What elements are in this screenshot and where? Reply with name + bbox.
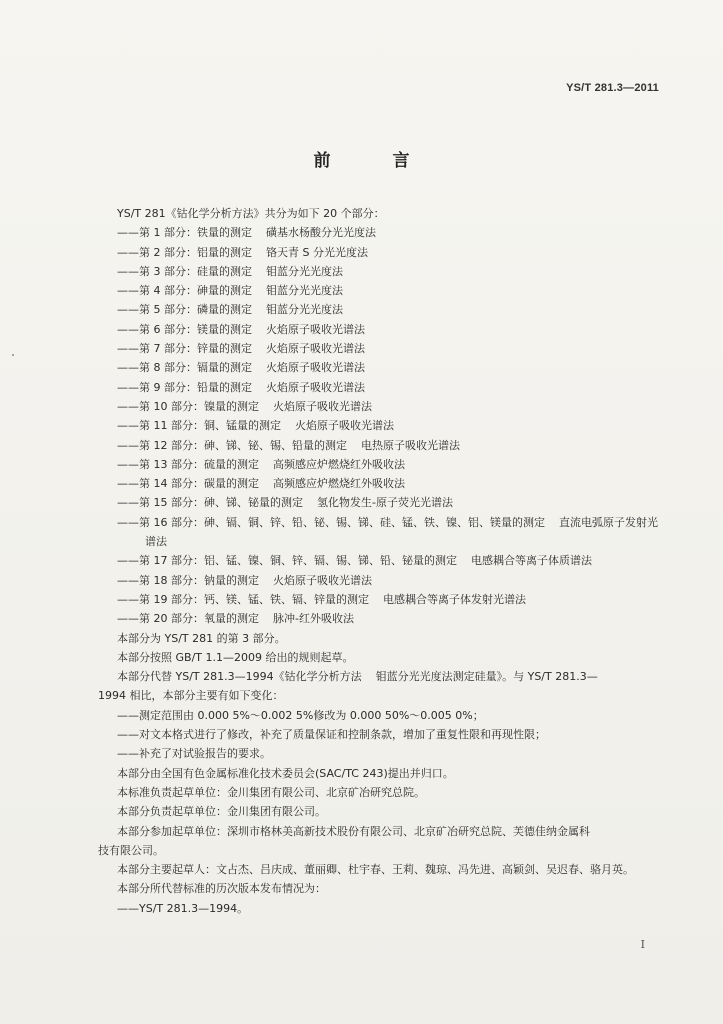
part-method: 火焰原子吸收光谱法: [266, 380, 365, 394]
part-method: 高频感应炉燃烧红外吸收法: [273, 457, 405, 471]
part-item: [117, 378, 667, 397]
part-item: [117, 513, 667, 532]
part-method: 铬天青 S 分光光度法: [266, 245, 368, 259]
statement-drafting-rule: 本部分按照 GB/T 1.1—2009 给出的规则起草。: [117, 650, 354, 664]
part-item: [117, 320, 667, 339]
change-item-2: ——对文本格式进行了修改，补充了质量保证和控制条款，增加了重复性限和再现性限；: [117, 728, 546, 742]
statement-replaces-continued: 1994 相比，本部分主要有如下变化：: [98, 689, 284, 703]
part-method: 火焰原子吸收光谱法: [273, 399, 372, 413]
statement-history: 本部分所代替标准的历次版本发布情况为：: [117, 882, 326, 896]
part-label: ——第 10 部分：镍量的测定: [117, 399, 259, 413]
part-label: ——第 7 部分：锌量的测定: [117, 342, 252, 356]
part-label: ——第 5 部分：磷量的测定: [117, 303, 252, 317]
part-item-continuation: 谱法: [145, 535, 167, 549]
part-item: [117, 223, 667, 242]
part-item: [117, 551, 667, 570]
statement-authors: 本部分主要起草人：文占杰、吕庆成、董丽卿、杜宇春、王莉、魏琼、冯先进、高颖剑、吴迟春、骆月英。: [117, 863, 634, 877]
statement-part-number: 本部分为 YS/T 281 的第 3 部分。: [117, 631, 286, 645]
document-body: [98, 204, 667, 918]
part-label: ——第 17 部分：铝、锰、镍、铜、锌、镉、锡、锑、铅、铋量的测定: [117, 554, 457, 568]
part-method: 火焰原子吸收光谱法: [273, 573, 372, 587]
history-item: ——YS/T 281.3—1994。: [117, 901, 249, 915]
part-method: 氢化物发生-原子荧光光谱法: [317, 496, 453, 510]
part-method: 电热原子吸收光谱法: [361, 438, 460, 452]
intro-line: YS/T 281《钴化学分析方法》共分为如下 20 个部分：: [117, 207, 385, 220]
part-label: ——第 13 部分：硫量的测定: [117, 457, 259, 471]
part-label: ——第 12 部分：砷、锑、铋、锡、铅量的测定: [117, 438, 347, 452]
part-method: 电感耦合等离子体质谱法: [471, 554, 592, 568]
part-item: [117, 339, 667, 358]
scan-speck: [12, 354, 14, 356]
parts-list: [117, 223, 667, 628]
page-title: 前 言: [313, 151, 438, 171]
part-item: [117, 474, 667, 493]
part-label: ——第 1 部分：铁量的测定: [117, 226, 252, 240]
part-item: [117, 358, 667, 377]
part-label: ——第 11 部分：铜、锰量的测定: [117, 419, 281, 433]
part-item: [117, 571, 667, 590]
statement-part-drafter: 本部分负责起草单位：金川集团有限公司。: [117, 805, 326, 819]
part-item: [117, 281, 667, 300]
part-label: ——第 4 部分：砷量的测定: [117, 284, 252, 298]
statement-participants-continued: 技有限公司。: [98, 843, 164, 857]
statement-replaces: [117, 667, 667, 686]
statement-replaces-a: 本部分代替 YS/T 281.3—1994《钴化学分析方法: [117, 670, 362, 684]
part-item: [117, 455, 667, 474]
part-method: 钼蓝分光光度法: [266, 264, 343, 278]
part-label: ——第 18 部分：钠量的测定: [117, 573, 259, 587]
part-method: 火焰原子吸收光谱法: [266, 322, 365, 336]
part-label: ——第 8 部分：镉量的测定: [117, 361, 252, 375]
part-method: 火焰原子吸收光谱法: [295, 419, 394, 433]
part-method: 钼蓝分光光度法: [266, 303, 343, 317]
part-method: 脉冲-红外吸收法: [273, 612, 354, 626]
change-item-3: ——补充了对试验报告的要求。: [117, 747, 271, 761]
part-label: ——第 20 部分：氧量的测定: [117, 612, 259, 626]
statement-standard-drafter: 本标准负责起草单位：金川集团有限公司、北京矿冶研究总院。: [117, 785, 425, 799]
part-method: 电感耦合等离子体发射光谱法: [383, 592, 526, 606]
part-item: [117, 262, 667, 281]
statement-proposer: 本部分由全国有色金属标准化技术委员会(SAC/TC 243)提出并归口。: [117, 766, 454, 780]
part-label: ——第 15 部分：砷、锑、铋量的测定: [117, 496, 303, 510]
part-method: 磺基水杨酸分光光度法: [266, 226, 376, 240]
part-label: ——第 2 部分：铝量的测定: [117, 245, 252, 259]
part-item: [117, 397, 667, 416]
part-method: 钼蓝分光光度法: [266, 284, 343, 298]
change-item-1: ——测定范围由 0.000 5%～0.002 5%修改为 0.000 50%～0.005 0%；: [117, 708, 484, 722]
part-item: [117, 243, 667, 262]
part-label: ——第 9 部分：铅量的测定: [117, 380, 252, 394]
part-label: ——第 19 部分：钙、镁、锰、铁、镉、锌量的测定: [117, 592, 369, 606]
statement-participants: 本部分参加起草单位：深圳市格林美高新技术股份有限公司、北京矿冶研究总院、芙德佳纳金属科: [117, 824, 590, 838]
part-method: 高频感应炉燃烧红外吸收法: [273, 477, 405, 491]
part-item: [117, 300, 667, 319]
part-method: 火焰原子吸收光谱法: [266, 342, 365, 356]
part-item: [117, 590, 667, 609]
part-label: ——第 3 部分：硅量的测定: [117, 264, 252, 278]
page-number: I: [640, 938, 645, 951]
part-item: [117, 609, 667, 628]
part-item: [117, 416, 667, 435]
part-item: [117, 493, 667, 512]
statement-replaces-b: 钼蓝分光光度法测定硅量》。与 YS/T 281.3—: [375, 670, 598, 684]
part-label: ——第 6 部分：镁量的测定: [117, 322, 252, 336]
part-label: ——第 16 部分：砷、镉、铜、锌、铅、铋、锡、锑、硅、锰、铁、镍、铝、镁量的测定: [117, 515, 545, 529]
document-code: YS/T 281.3—2011: [566, 82, 659, 94]
part-item: [117, 436, 667, 455]
part-method: 火焰原子吸收光谱法: [266, 361, 365, 375]
part-label: ——第 14 部分：碳量的测定: [117, 477, 259, 491]
part-method: 直流电弧原子发射光: [559, 515, 658, 529]
